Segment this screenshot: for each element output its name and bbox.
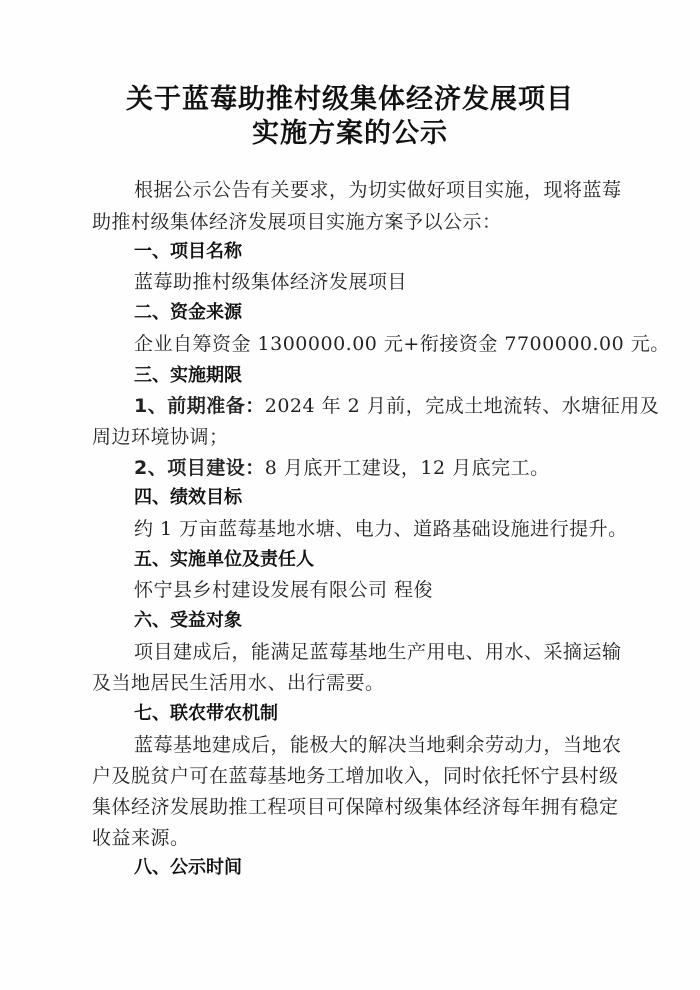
section-3-item-1-label: 1、前期准备： xyxy=(134,395,265,417)
section-2-heading: 二、资金来源 xyxy=(134,302,242,323)
section-3-item-1-text: 2024 年 2 月前，完成土地流转、水塘征用及 xyxy=(264,395,660,417)
section-3-item-1-continued: 周边环境协调； xyxy=(92,426,229,448)
section-7-line-4: 收益来源。 xyxy=(92,827,190,849)
section-4-heading: 四、绩效目标 xyxy=(134,487,242,508)
section-8-heading: 八、公示时间 xyxy=(134,857,242,878)
section-6-line-1: 项目建成后，能满足蓝莓基地生产用电、用水、采摘运输 xyxy=(134,641,622,663)
document-title-line-1: 关于蓝莓助推村级集体经济发展项目 xyxy=(126,84,574,115)
section-3-item-2 xyxy=(134,454,550,482)
section-3-heading: 三、实施期限 xyxy=(134,365,242,386)
section-5-heading: 五、实施单位及责任人 xyxy=(134,549,314,570)
section-2-text: 企业自筹资金 1300000.00 元+衔接资金 7700000.00 元。 xyxy=(134,333,670,355)
section-6-line-2: 及当地居民生活用水、出行需要。 xyxy=(92,672,385,694)
section-4-text: 约 1 万亩蓝莓基地水塘、电力、道路基础设施进行提升。 xyxy=(134,518,628,540)
intro-line-2: 助推村级集体经济发展项目实施方案予以公示： xyxy=(92,211,502,233)
document-title-line-2: 实施方案的公示 xyxy=(252,118,448,149)
section-3-item-2-label: 2、项目建设： xyxy=(134,457,265,479)
section-6-heading: 六、受益对象 xyxy=(134,610,242,631)
intro-line-1: 根据公示公告有关要求，为切实做好项目实施，现将蓝莓 xyxy=(134,179,622,201)
section-7-line-3: 集体经济发展助推工程项目可保障村级集体经济每年拥有稳定 xyxy=(92,796,619,818)
section-7-line-2: 户及脱贫户可在蓝莓基地务工增加收入，同时依托怀宁县村级 xyxy=(92,765,619,787)
section-5-text: 怀宁县乡村建设发展有限公司 程俊 xyxy=(134,579,434,601)
section-3-item-2-text: 8 月底开工建设，12 月底完工。 xyxy=(264,457,550,479)
section-1-text: 蓝莓助推村级集体经济发展项目 xyxy=(134,271,408,293)
section-7-heading: 七、联农带农机制 xyxy=(134,703,278,724)
section-1-heading: 一、项目名称 xyxy=(134,241,242,262)
section-7-line-1: 蓝莓基地建成后，能极大的解决当地剩余劳动力，当地农 xyxy=(134,734,622,756)
section-3-item-1 xyxy=(134,392,659,420)
